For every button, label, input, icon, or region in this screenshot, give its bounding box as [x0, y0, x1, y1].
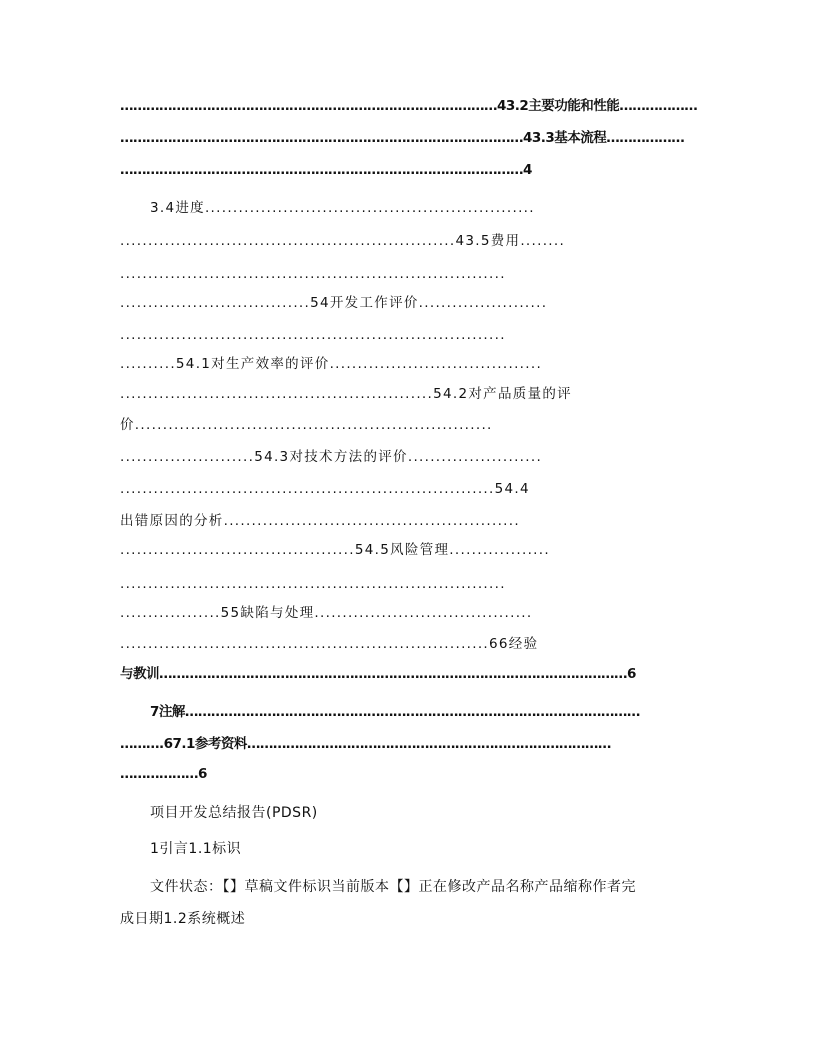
toc-line: ...................................................................54.4 [120, 481, 530, 497]
toc-line: ........................................................54.2对产品质量的评 [120, 386, 572, 402]
toc-line: ..........................................54.5风险管理.................. [120, 542, 550, 558]
toc-line: ..................................54开发工作评价....................... [120, 295, 548, 311]
section-heading: 1引言1.1标识 [150, 841, 242, 857]
toc-line: ……………………………………………………………………………43.2主要功能和性能……………… [120, 98, 698, 114]
toc-line: ..................................................................... [120, 576, 506, 592]
toc-line: …………………………………………………………………………………4 [120, 162, 532, 178]
toc-line: ……….67.1参考资料………………………………………………………………………… [120, 736, 611, 752]
toc-line: ………………6 [120, 766, 207, 782]
report-title: 项目开发总结报告(PDSR) [150, 805, 318, 821]
status-line: 文件状态：【】草稿文件标识当前版本【】正在修改产品名称产品缩称作者完 [150, 879, 636, 895]
toc-line: …………………………………………………………………………………43.3基本流程……………… [120, 130, 685, 146]
toc-line: ........................54.3对技术方法的评价........................ [120, 449, 543, 465]
toc-line: 3.4进度........................................................... [150, 200, 535, 216]
toc-line: ............................................................43.5费用........ [120, 233, 566, 249]
status-line: 成日期1.2系统概述 [120, 911, 246, 927]
toc-line: ..........54.1对生产效率的评价...................................... [120, 356, 543, 372]
toc-line: 出错原因的分析..................................................... [120, 513, 520, 529]
toc-line: ..................................................................... [120, 327, 506, 343]
toc-line: ..................55缺陷与处理....................................... [120, 605, 533, 621]
toc-line: 与教训………………………………………………………………………………………………6 [120, 666, 636, 682]
toc-line: 价................................................................ [120, 417, 493, 433]
toc-line: 7注解…………………………………………………………………………………………… [150, 704, 640, 720]
toc-line: ..................................................................66经验 [120, 636, 539, 652]
toc-line: ..................................................................... [120, 266, 506, 282]
